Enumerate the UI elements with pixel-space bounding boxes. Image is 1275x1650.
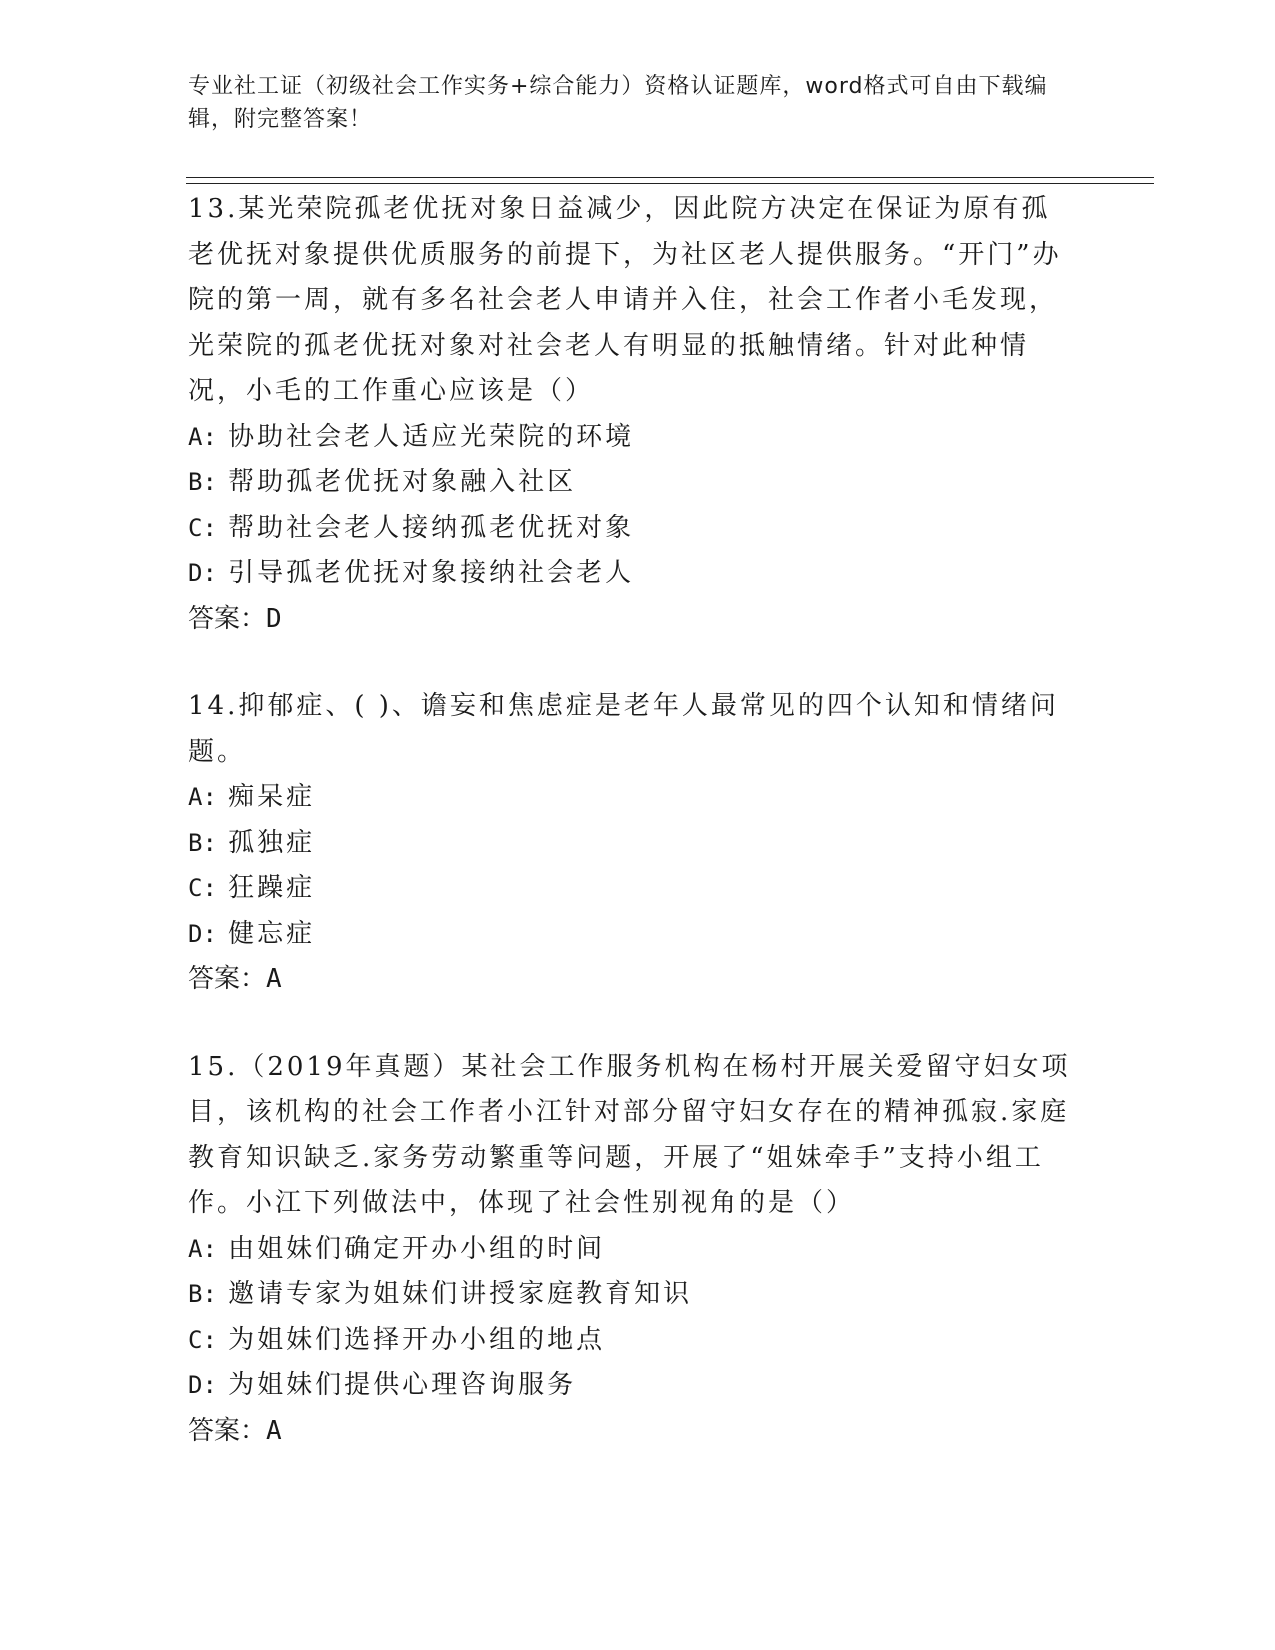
answer-label: 答案：	[188, 603, 267, 634]
option-a	[188, 415, 1078, 461]
option-text: 引导孤老优抚对象接纳社会老人	[228, 558, 635, 588]
option-b	[188, 1272, 1078, 1318]
option-letter: A:	[188, 783, 217, 811]
question-list	[188, 187, 1078, 1496]
option-b	[188, 460, 1078, 506]
answer-value: D	[266, 603, 282, 634]
document-header: 专业社工证（初级社会工作实务+综合能力）资格认证题库，word格式可自由下载编辑，附完整答案！	[188, 74, 1048, 132]
option-text: 为姐妹们提供心理咨询服务	[228, 1370, 577, 1400]
question-13	[188, 187, 1078, 642]
option-c	[188, 506, 1078, 552]
option-letter: C:	[188, 874, 217, 902]
option-c	[188, 1318, 1078, 1364]
question-15	[188, 1045, 1078, 1455]
answer-value: A	[266, 1415, 282, 1446]
option-b	[188, 821, 1078, 867]
option-text: 痴呆症	[228, 782, 316, 812]
answer-line	[188, 1409, 1078, 1455]
option-d	[188, 1363, 1078, 1409]
answer-line	[188, 597, 1078, 643]
option-text: 为姐妹们选择开办小组的地点	[228, 1324, 606, 1355]
option-letter: B:	[188, 468, 217, 496]
option-text: 健忘症	[228, 918, 316, 949]
option-c	[188, 866, 1078, 912]
option-text: 帮助孤老优抚对象融入社区	[228, 467, 577, 497]
question-14	[188, 684, 1078, 1003]
answer-label: 答案：	[188, 1415, 267, 1446]
option-d	[188, 551, 1078, 597]
option-text: 协助社会老人适应光荣院的环境	[228, 421, 635, 452]
option-a	[188, 775, 1078, 821]
option-letter: C:	[188, 513, 217, 542]
option-text: 狂躁症	[228, 873, 316, 903]
option-letter: C:	[188, 1325, 217, 1354]
option-letter: A:	[188, 1234, 217, 1263]
option-d	[188, 912, 1078, 958]
option-text: 帮助社会老人接纳孤老优抚对象	[228, 512, 635, 543]
option-letter: A:	[188, 422, 217, 451]
option-list	[188, 775, 1078, 957]
option-text: 孤独症	[228, 827, 316, 858]
option-text: 邀请专家为姐妹们讲授家庭教育知识	[228, 1279, 693, 1309]
option-text: 由姐妹们确定开办小组的时间	[228, 1233, 606, 1264]
header-rule-bottom	[186, 183, 1154, 184]
answer-value: A	[266, 964, 282, 994]
option-a	[188, 1227, 1078, 1273]
option-list	[188, 1227, 1078, 1409]
header-rule-top	[186, 177, 1154, 178]
question-stem: 14.抑郁症、( )、谵妄和焦虑症是老年人最常见的四个认知和情绪问题。	[188, 691, 1059, 767]
question-stem: 13.某光荣院孤老优抚对象日益减少，因此院方决定在保证为原有孤老优抚对象提供优质服务的前提下，为社区老人提供服务。“开门”办院的第一周，就有多名社会老人申请并入住，社会工作者小毛发现，光荣院的孤老优抚对象对社会老人有明显的抵触情绪。针对此种情况，小毛的工作重心应该是（）	[188, 194, 1062, 406]
answer-label: 答案：	[188, 964, 267, 994]
option-letter: B:	[188, 828, 217, 857]
option-letter: B:	[188, 1280, 217, 1308]
option-letter: D:	[188, 919, 217, 948]
question-stem: 15.（2019年真题）某社会工作服务机构在杨村开展关爱留守妇女项目，该机构的社会工作者小江针对部分留守妇女存在的精神孤寂.家庭教育知识缺乏.家务劳动繁重等问题，开展了“姐妹牵手”支持小组工作。小江下列做法中，体现了社会性别视角的是（）	[188, 1051, 1071, 1218]
answer-line	[188, 957, 1078, 1003]
option-letter: D:	[188, 559, 217, 587]
option-list	[188, 415, 1078, 597]
option-letter: D:	[188, 1371, 217, 1399]
